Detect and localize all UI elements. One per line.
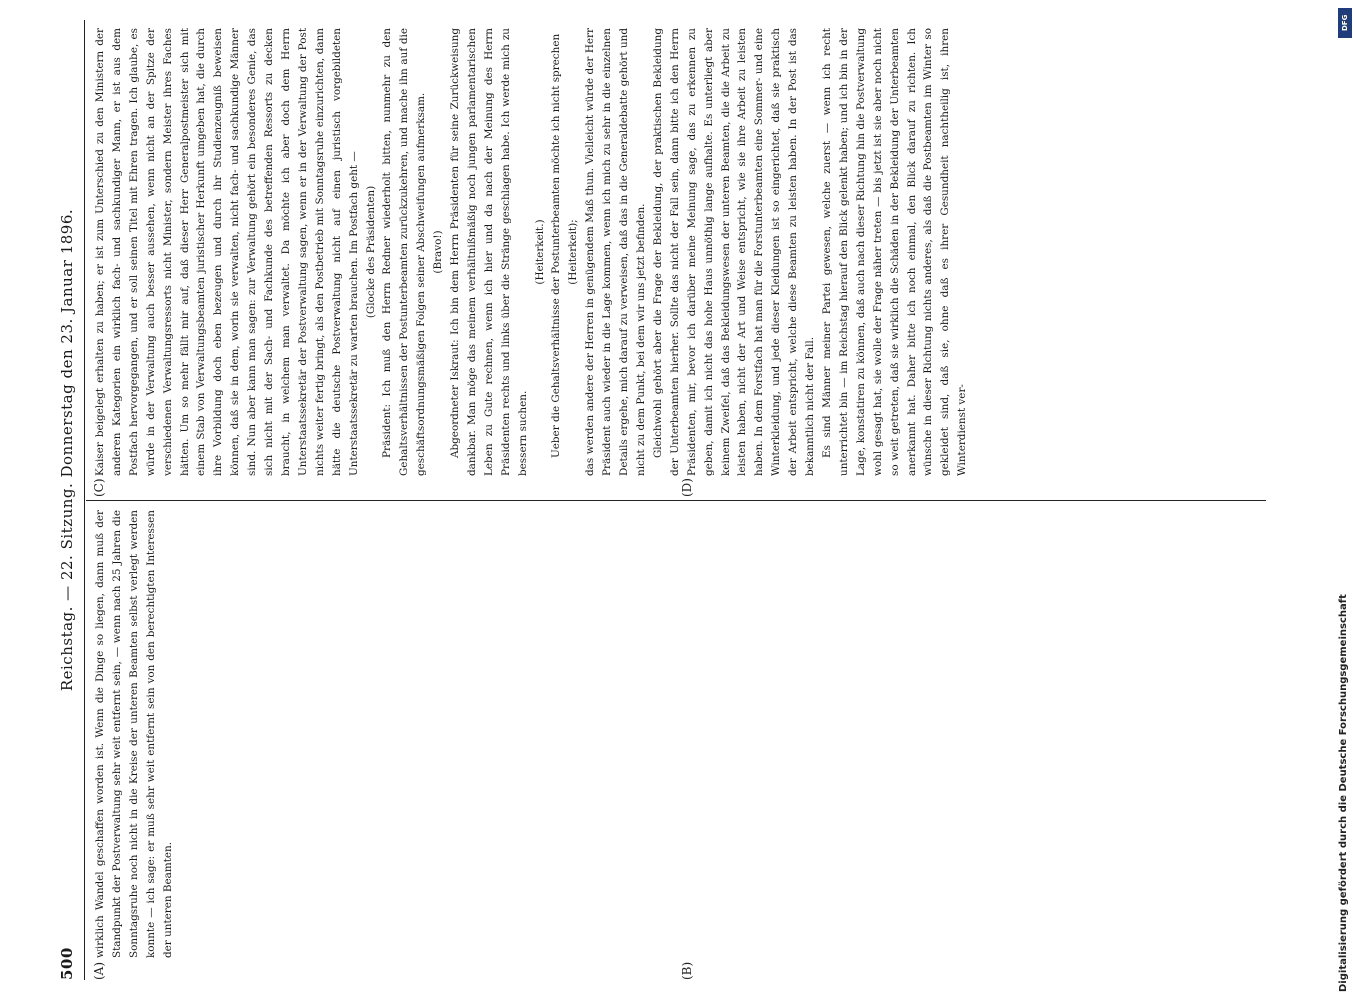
- margin-mark-c: (C): [92, 478, 106, 497]
- right-column: [92, 28, 971, 476]
- paragraph: Ueber die Gehaltsverhältnisse der Postunterbeamten möchte ich nicht sprechen: [550, 33, 563, 458]
- paragraph: das werden andere der Herren in genügendem Maß thun. Vielleicht würde der Herr Präsident auch wieder in die Lage kommen, wenn ich mich zu sehr in die einzelnen Details ergehe, mich darauf zu verweisen, daß das in die Generaldebatte gehört und nicht zu dem Punkt, bei dem wir uns jetzt befinden.: [584, 28, 647, 476]
- stage-direction: (Heiterkeit.): [533, 219, 546, 285]
- digitization-note: Digitalisierung gefördert durch die Deutsche Forschungsgemeinschaft: [1338, 594, 1349, 992]
- left-column: [92, 510, 177, 958]
- stage-direction: (Glocke des Präsidenten): [364, 185, 377, 319]
- stage-direction: (Heiterkeit);: [567, 219, 580, 285]
- paragraph: wirklich Wandel geschaffen worden ist. Wenn die Dinge so liegen, dann muß der Standpunkt der Postverwaltung sehr weit entfernt sein, — wenn nach 25 Jahren die Sonntagsruhe noch nicht in die Kreise der unteren Beamten selbst verlegt werden konnte — ich sage: er muß sehr weit entfernt sein von den berechtigten Interessen der unteren Beamten.: [94, 510, 174, 958]
- paragraph: Gleichwohl gehört aber die Frage der Bekleidung, der praktischen Bekleidung der Unterbeamten hierher. Sollte das nicht der Fall sein, dann bitte ich den Herrn Präsidenten, mir, bevor ich darüber meine Meinung sage, das zu erkennen zu geben, damit ich nicht das hohe Haus unnöthig lange aufhalte. Es unterliegt aber keinem Zweifel, daß das Bekleidungswesen der unteren Beamten, die die Arbeit zu leisten haben, nicht der Art und Weise entspricht, wie sie ihre Arbeit zu leisten haben. In dem Forstfach hat man für die Forstunterbeamten eine Sommer- und eine Winterkleidung, und jede dieser Kleidungen ist so eingerichtet, daß sie praktisch der Arbeit entspricht, welche diese Beamten zu leisten haben. In der Post ist das bekanntlich nicht der Fall.: [651, 28, 817, 476]
- speaker-paragraph: Präsident: Ich muß den Herrn Redner wiederholt bitten, nunmehr zu den Gehaltsverhältnissen der Postunterbeamten zurückzukehren, und mache ihn auf die geschäftsordnungsmäßigen Folgen seiner Abschweifungen aufmerksam.: [381, 28, 428, 476]
- margin-mark-d: (D): [680, 478, 694, 497]
- column-divider: [86, 500, 1266, 501]
- paragraph: Es sind Männer meiner Partei gewesen, welche zuerst — wenn ich recht unterrichtet bin — im Reichstag hierauf den Blick gelenkt haben; und ich bin in der Lage, konstatiren zu können, daß auch nach dieser Richtung hin die Postverwaltung wohl gesagt hat, sie wolle der Frage näher treten — bis jetzt ist sie aber noch nicht so weit getreten, daß sie wirklich die Schäden in der Bekleidung der Unterbeamten anerkannt hat. Daher bitte ich noch einmal, den Blick darauf zu richten. Ich wünsche in dieser Richtung nichts anderes, als daß die Postbeamten im Winter so gekleidet sind, daß sie, ohne daß es ihrer Gesundheit nachtheilig ist, ihren Winterdienst ver-: [820, 28, 969, 476]
- page-number: 500: [58, 947, 76, 980]
- page-header: [58, 20, 80, 980]
- paragraph: Kaiser beigelegt erhalten zu haben; er ist zum Unterschied zu den Ministern der anderen Kategorien ein wirklich fach- und sachkundiger Mann, er ist aus dem Postfach hervorgegangen, und er soll seinen Titel mit Ehren tragen. Ich glaube, es würde in der Verwaltung auch besser aussehen, wenn nicht an der Spitze der verschiedenen Verwaltungsressorts nicht Minister, sondern Meister ihres Faches hätten. Um so mehr fällt mir auf, daß dieser Herr Generalpostmeister sich mit einem Stab von Verwaltungsbeamten juristischer Herkunft umgeben hat, die durch ihre Vorbildung doch eben bezeugen und durch ihr Studienzeugniß beweisen können, daß sie in dem, worin sie verwalten, nicht fach- und sachkundige Männer sind. Nun aber kann man sagen: zur Verwaltung gehört ein besonderes Genie, das sich nicht mit der Sach- und Fachkunde des betreffenden Ressorts zu decken braucht, in welchem man verwaltet. Da möchte ich aber doch dem Herrn Unterstaatssekretär der Postverwaltung sagen, wenn er in der Verwaltung der Post nichts weiter fertig bringt, als den Postbetrieb mit Sonntagsruhe einzurichten, dann hätte die deutsche Postverwaltung nicht auf einen juristisch vorgebildeten Unterstaatssekretär zu warten brauchen. Im Postfach geht —: [94, 28, 360, 476]
- header-rule: [84, 20, 85, 980]
- margin-mark-a: (A): [92, 961, 106, 980]
- dfg-logo: DFG: [1338, 8, 1352, 38]
- speaker-paragraph: Abgeordneter Iskraut: Ich bin dem Herrn Präsidenten für seine Zurückweisung dankbar. Man möge das meinem verhältnißmäßig noch jungen parlamentarischen Leben zu Gute rechnen, wenn ich hier und da nach der Meinung des Herrn Präsidenten rechts und links über die Stränge geschlagen habe. Ich werde mich zu bessern suchen.: [449, 28, 529, 476]
- running-title: Reichstag. — 22. Sitzung. Donnerstag den 23. Januar 1896.: [58, 208, 76, 692]
- margin-mark-b: (B): [680, 961, 694, 980]
- stage-direction: (Bravo!): [432, 230, 445, 274]
